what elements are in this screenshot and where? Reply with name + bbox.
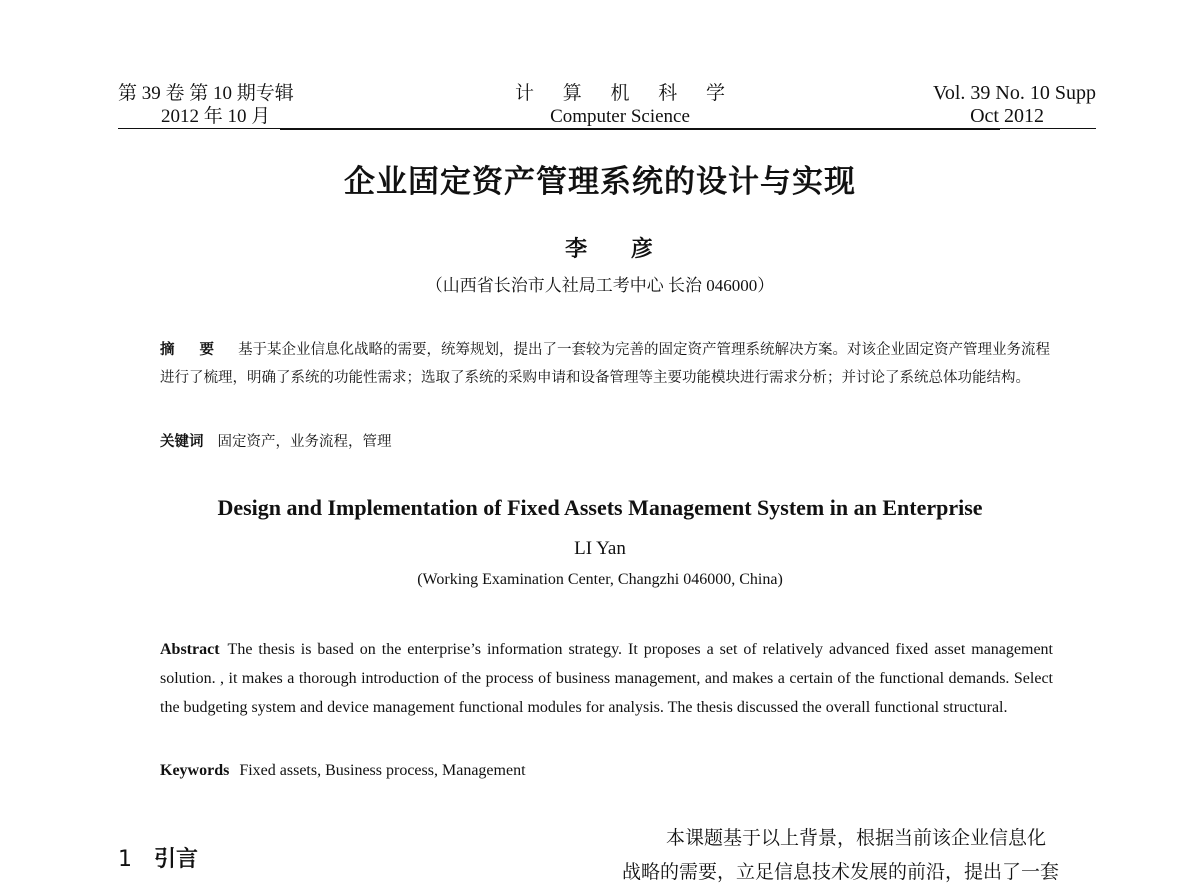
abstract-en — [160, 635, 1053, 722]
journal-name-en: Computer Science — [550, 106, 690, 127]
section-heading — [118, 842, 198, 873]
keywords-en-text: Fixed assets, Business process, Management — [239, 762, 526, 779]
body-line: 本课题基于以上背景，根据当前该企业信息化 — [666, 828, 1047, 849]
keywords-cn — [160, 430, 1060, 451]
author-name-cn: 李 彦 — [565, 237, 671, 262]
keywords-cn-label: 关键词 — [160, 434, 204, 450]
section-number: 1 — [118, 847, 132, 872]
keywords-cn-text: 固定资产，业务流程，管理 — [217, 434, 392, 450]
affiliation-en: (Working Examination Center, Changzhi 046000, China) — [417, 571, 783, 588]
header-right-rule — [1000, 128, 1096, 129]
header-volume-en: Vol. 39 No. 10 Supp — [933, 82, 1096, 104]
header-date-en: Oct 2012 — [970, 105, 1044, 127]
header-journal — [470, 82, 770, 128]
header-left-rule — [118, 128, 280, 129]
abstract-cn — [160, 336, 1060, 392]
paper-title-cn: 企业固定资产管理系统的设计与实现 — [344, 164, 856, 200]
abstract-en-text: The thesis is based on the enterprise’s information strategy. It proposes a set of relatively advanced fixed asset management solution. , it makes a thorough introduction of the process of business management, and makes a certain of the functional demands. Select the budgeting system and device management functional modules for analysis. The thesis discussed the overall functional structural. — [160, 641, 1053, 716]
paper-title-en: Design and Implementation of Fixed Assets Management System in an Enterprise — [217, 495, 983, 520]
header-main-rule — [280, 128, 1000, 130]
body-line: 战略的需要，立足信息技术发展的前沿，提出了一套 — [622, 862, 1060, 883]
body-text-right-column — [622, 822, 1102, 890]
header-volume-info — [118, 82, 348, 128]
keywords-en-label: Keywords — [160, 762, 230, 779]
keywords-en — [160, 762, 1053, 780]
author-name-en: LI Yan — [574, 538, 626, 559]
abstract-en-label: Abstract — [160, 641, 220, 658]
header-volume-info-en — [880, 82, 1096, 128]
header-date-cn: 2012 年 10 月 — [161, 106, 271, 127]
abstract-cn-label: 摘 要 — [160, 342, 225, 358]
abstract-cn-text: 基于某企业信息化战略的需要，统筹规划，提出了一套较为完善的固定资产管理系统解决方案。对该企业固定资产管理业务流程进行了梳理，明确了系统的功能性需求；选取了系统的采购申请和设备管理等主要功能模块进行需求分析；并讨论了系统总体功能结构。 — [160, 342, 1051, 386]
affiliation-cn: （山西省长治市人社局工考中心 长治 046000） — [425, 276, 775, 295]
header-volume-issue: 第 39 卷 第 10 期专辑 — [118, 83, 294, 104]
section-title: 引言 — [154, 847, 199, 872]
journal-name-cn: 计 算 机 科 学 — [514, 83, 737, 104]
